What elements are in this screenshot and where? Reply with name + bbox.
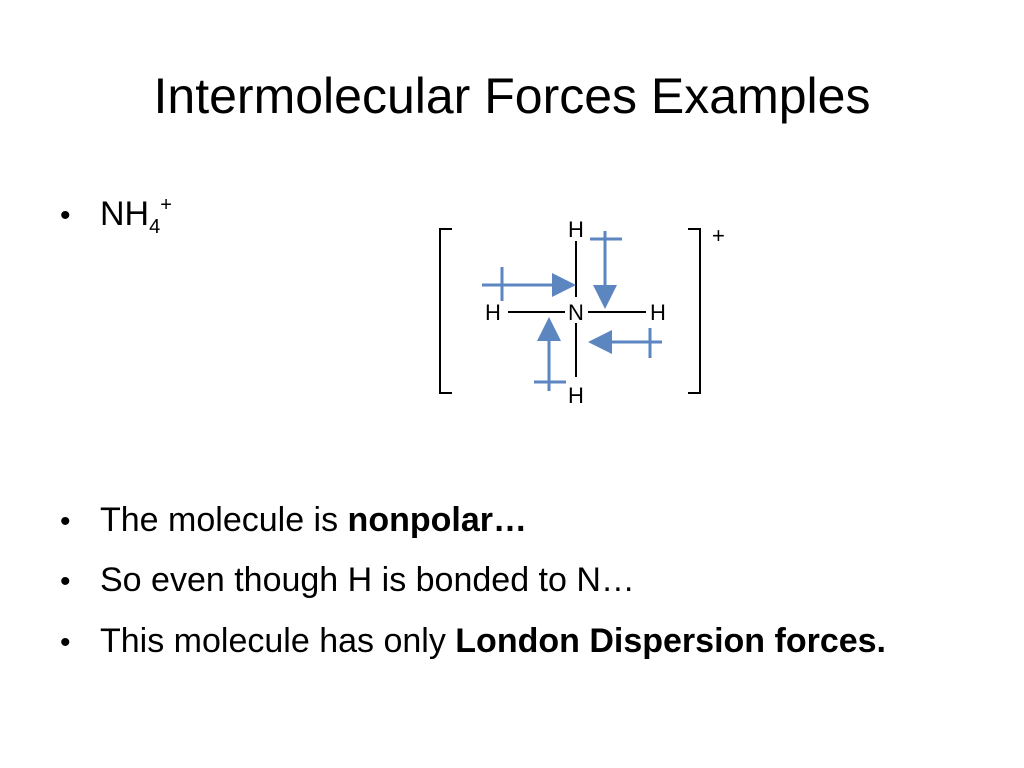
bullet-london bbox=[60, 619, 886, 665]
atom-nitrogen: N bbox=[568, 300, 584, 325]
formula-base: NH bbox=[100, 195, 150, 233]
atom-hydrogen-right: H bbox=[650, 300, 666, 325]
bullet-marker: • bbox=[60, 199, 71, 232]
bullet-marker: • bbox=[60, 626, 71, 659]
atom-hydrogen-left: H bbox=[485, 300, 501, 325]
ammonium-structure-diagram bbox=[420, 205, 750, 410]
slide-title: Intermolecular Forces Examples bbox=[153, 68, 871, 124]
ion-charge: + bbox=[712, 223, 725, 248]
bullet-nonpolar bbox=[60, 498, 527, 544]
dipole-arrow-icon bbox=[594, 328, 662, 358]
bullet-text: The molecule is bbox=[100, 501, 348, 539]
dipole-arrow-icon bbox=[590, 231, 622, 303]
bullet-bonded bbox=[60, 558, 635, 604]
formula-superscript: + bbox=[160, 194, 172, 216]
bullet-marker: • bbox=[60, 505, 71, 538]
bullet-emphasis: London Dispersion forces. bbox=[455, 622, 886, 660]
atom-hydrogen-top: H bbox=[568, 217, 584, 242]
dipole-arrow-icon bbox=[482, 267, 570, 301]
bullet-text: This molecule has only bbox=[100, 622, 456, 660]
atom-hydrogen-bottom: H bbox=[568, 383, 584, 408]
bullet-formula bbox=[60, 192, 172, 238]
dipole-arrow-icon bbox=[534, 323, 566, 391]
right-bracket-icon bbox=[688, 229, 700, 393]
left-bracket-icon bbox=[440, 229, 452, 393]
bullet-emphasis: nonpolar… bbox=[347, 501, 527, 539]
bullet-marker: • bbox=[60, 565, 71, 598]
bullet-text: So even though H is bonded to N… bbox=[100, 561, 635, 599]
formula-subscript: 4 bbox=[149, 216, 161, 238]
